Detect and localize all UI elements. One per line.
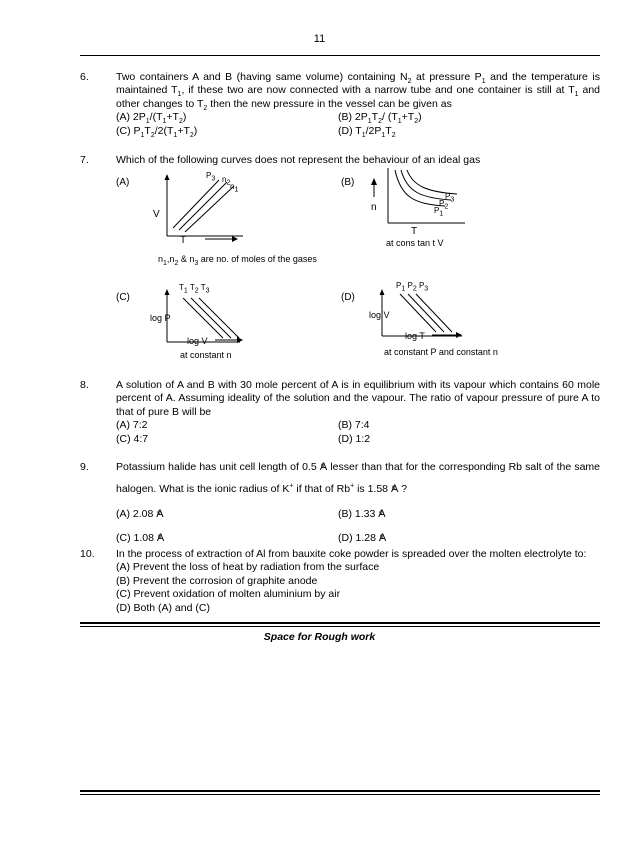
option-a[interactable]: (A) 2.08 o A xyxy=(116,503,164,525)
option-b[interactable]: (B) Prevent the corrosion of graphite anode xyxy=(116,574,318,587)
figure-b-note: at cons tan t V xyxy=(386,238,444,248)
options-row xyxy=(116,125,600,138)
figure-a-note: $n_1,n_2$ & $n_3$ are no. of moles of the gases xyxy=(158,254,317,267)
figure-a-x-axis: T xyxy=(180,235,187,246)
figure-b-label: (B) xyxy=(341,177,355,188)
option-c[interactable]: (C) 1.08 o A xyxy=(116,527,164,549)
option-a[interactable]: (A) $2P_1/(T_1+T_2)$ xyxy=(116,111,187,126)
option-d[interactable]: (D) $T_1/2P_1T_2$ xyxy=(338,124,396,139)
option-d[interactable]: (D) Both (A) and (C) xyxy=(116,601,210,614)
option-a[interactable]: (A) Prevent the loss of heat by radiation from the surface xyxy=(116,561,380,574)
figure-c-arrow-icon xyxy=(215,335,245,345)
figure-d-arrow-icon xyxy=(432,330,464,340)
figure-d-label: (D) xyxy=(341,292,355,303)
question-number: 10. xyxy=(80,548,95,560)
footer-rule-bottom xyxy=(80,794,600,795)
figure-a-curve-p3: $P_3$ xyxy=(206,171,216,183)
figure-c-x-axis: log V xyxy=(187,336,208,346)
figure-c-note: at constant n xyxy=(180,350,232,360)
figure-d-curve-labels: $P_1$ $P_2$ $P_3$ xyxy=(396,281,429,293)
figure-c-label: (C) xyxy=(116,292,130,303)
figure-a-label: (A) xyxy=(116,177,130,188)
figure-b-graph xyxy=(385,168,470,228)
figure-d-x-axis: log T xyxy=(405,331,425,341)
question-number: 7. xyxy=(80,154,89,166)
figure-a-arrow-icon xyxy=(205,234,240,244)
figure-b-y-arrow-icon xyxy=(364,177,384,199)
options-row xyxy=(116,433,600,446)
option-c[interactable]: (C) 4:7 xyxy=(116,432,149,445)
option-b[interactable]: (B) 7:4 xyxy=(338,419,370,432)
question-number: 6. xyxy=(80,71,89,83)
separator-rule-bottom xyxy=(80,626,600,627)
options-row xyxy=(116,503,600,527)
question-text: Which of the following curves does not represent the behaviour of an ideal gas xyxy=(116,154,481,166)
question-body xyxy=(116,456,600,551)
figure-b-curve-p3: $P_3$ xyxy=(445,192,455,204)
header-rule xyxy=(80,55,600,56)
footer-rule-top xyxy=(80,790,600,792)
separator-rule-top xyxy=(80,622,600,624)
figure-a-curve-n1: $n_1$ xyxy=(230,182,239,194)
figure-b-curve-p1: $P_1$ xyxy=(434,206,444,218)
question-text: In the process of extraction of Al from bauxite coke powder is spreaded over the molten electrolyte to: xyxy=(116,548,587,560)
question-body xyxy=(116,71,600,138)
figure-b-y-axis: n xyxy=(371,202,377,213)
figure-b-curve-p2: $P_2$ xyxy=(439,199,449,211)
option-c[interactable]: (C) Prevent oxidation of molten aluminium by air xyxy=(116,588,341,601)
option-d[interactable]: (D) 1:2 xyxy=(338,432,371,445)
option-b[interactable]: (B) $2P_1T_2/$ $(T_1+T_2)$ xyxy=(338,111,422,126)
question-text: A solution of A and B with 30 mole percent of A is in equilibrium with its vapour which contains 60 mole percent of A. Assuming ideality of the solution and the vapour. The ratio of vapour pressure of pure A to that of pure B will be xyxy=(116,379,600,418)
options-row xyxy=(116,111,600,124)
question-body xyxy=(116,379,600,446)
figure-d-y-axis: log V xyxy=(369,310,390,320)
question-text: Potassium halide has unit cell length of 0.5 o A lesser than that for the corresponding Rb salt of the same halogen. What is the ionic radius of K+ if that of Rb+ is 1.58 o A ? xyxy=(116,456,600,500)
option-b[interactable]: (B) 1.33 o A xyxy=(338,503,386,525)
figure-c-y-axis: log P xyxy=(150,313,171,323)
rough-work-label: Space for Rough work xyxy=(263,631,376,643)
figure-a-y-axis: V xyxy=(153,209,160,220)
question-number: 9. xyxy=(80,461,89,473)
figure-b-x-axis: T xyxy=(411,226,418,237)
figure-d-note: at constant P and constant n xyxy=(384,347,498,357)
option-c[interactable]: (C) $P_1T_2/2(T_1+T_2)$ xyxy=(116,124,198,139)
question-body xyxy=(116,548,600,615)
option-d[interactable]: (D) 1.28 o A xyxy=(338,527,386,549)
options-row xyxy=(116,419,600,432)
figure-c-curve-labels: $T_1$ $T_2$ $T_3$ xyxy=(179,283,210,295)
page-number: 11 xyxy=(313,33,326,45)
figure-a-curve-n2: $n_2$ xyxy=(222,175,231,187)
question-number: 8. xyxy=(80,379,89,391)
option-a[interactable]: (A) 7:2 xyxy=(116,419,148,432)
question-text: Two containers A and B (having same volume) containing $N_2$ at pressure $P_1$ and the temperature is maintained $T_1$, if these two are now connected with a narrow tube and one container is still at $T_1$ and other changes to $T_2$ then the new pressure in the vessel can be given as xyxy=(116,71,600,112)
